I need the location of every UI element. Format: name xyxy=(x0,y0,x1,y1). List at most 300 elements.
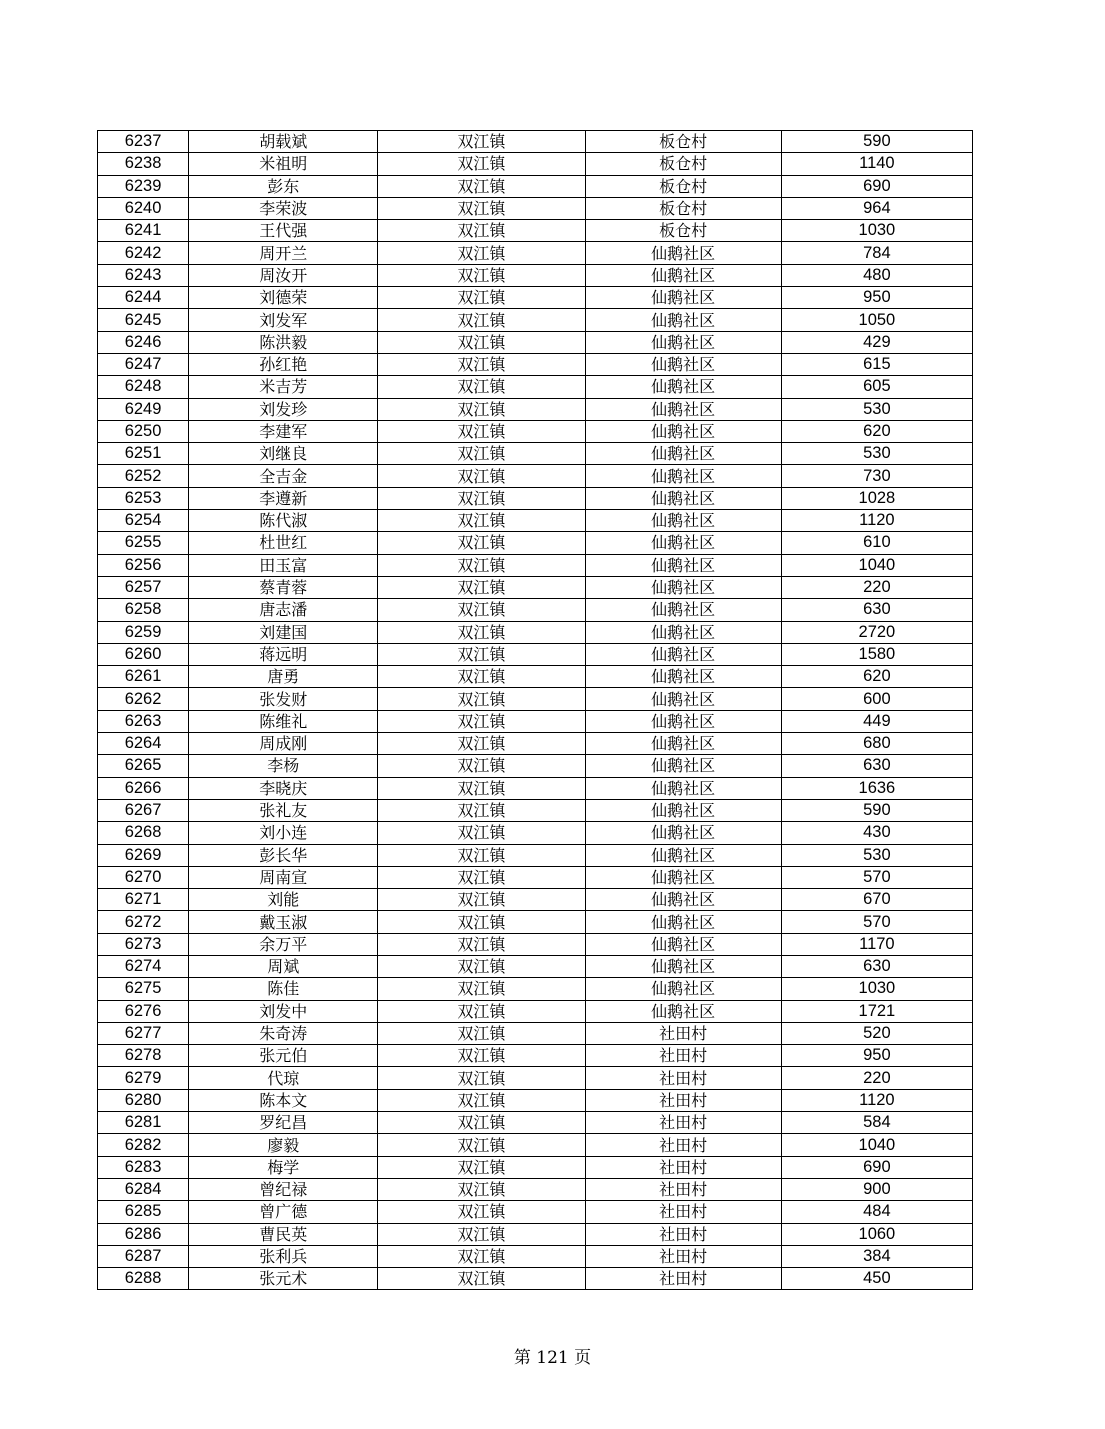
name-cell: 李遵新 xyxy=(189,487,378,509)
town-cell: 双江镇 xyxy=(378,1156,585,1178)
amount-cell: 1028 xyxy=(781,487,972,509)
table-row xyxy=(98,755,973,777)
row-id-cell: 6255 xyxy=(98,532,189,554)
amount-cell: 1040 xyxy=(781,1134,972,1156)
row-id-cell: 6278 xyxy=(98,1045,189,1067)
records-table-body xyxy=(98,131,973,1290)
town-cell: 双江镇 xyxy=(378,443,585,465)
row-id-cell: 6243 xyxy=(98,264,189,286)
table-row xyxy=(98,175,973,197)
name-cell: 米祖明 xyxy=(189,153,378,175)
row-id-cell: 6275 xyxy=(98,978,189,1000)
town-cell: 双江镇 xyxy=(378,197,585,219)
town-cell: 双江镇 xyxy=(378,1134,585,1156)
village-cell: 社田村 xyxy=(585,1067,781,1089)
table-row xyxy=(98,153,973,175)
name-cell: 张发财 xyxy=(189,688,378,710)
amount-cell: 1580 xyxy=(781,643,972,665)
name-cell: 李杨 xyxy=(189,755,378,777)
village-cell: 仙鹅社区 xyxy=(585,510,781,532)
village-cell: 仙鹅社区 xyxy=(585,643,781,665)
amount-cell: 1030 xyxy=(781,978,972,1000)
town-cell: 双江镇 xyxy=(378,153,585,175)
name-cell: 陈代淑 xyxy=(189,510,378,532)
village-cell: 社田村 xyxy=(585,1134,781,1156)
name-cell: 张利兵 xyxy=(189,1245,378,1267)
name-cell: 刘建国 xyxy=(189,621,378,643)
row-id-cell: 6277 xyxy=(98,1022,189,1044)
town-cell: 双江镇 xyxy=(378,955,585,977)
town-cell: 双江镇 xyxy=(378,487,585,509)
row-id-cell: 6258 xyxy=(98,599,189,621)
town-cell: 双江镇 xyxy=(378,933,585,955)
town-cell: 双江镇 xyxy=(378,799,585,821)
village-cell: 仙鹅社区 xyxy=(585,955,781,977)
name-cell: 张礼友 xyxy=(189,799,378,821)
row-id-cell: 6269 xyxy=(98,844,189,866)
row-id-cell: 6276 xyxy=(98,1000,189,1022)
table-row xyxy=(98,822,973,844)
town-cell: 双江镇 xyxy=(378,1112,585,1134)
table-row xyxy=(98,487,973,509)
row-id-cell: 6244 xyxy=(98,287,189,309)
row-id-cell: 6287 xyxy=(98,1245,189,1267)
row-id-cell: 6250 xyxy=(98,420,189,442)
row-id-cell: 6267 xyxy=(98,799,189,821)
row-id-cell: 6237 xyxy=(98,131,189,153)
name-cell: 周斌 xyxy=(189,955,378,977)
town-cell: 双江镇 xyxy=(378,242,585,264)
row-id-cell: 6285 xyxy=(98,1201,189,1223)
name-cell: 张元术 xyxy=(189,1268,378,1290)
table-row xyxy=(98,1201,973,1223)
town-cell: 双江镇 xyxy=(378,1067,585,1089)
village-cell: 仙鹅社区 xyxy=(585,1000,781,1022)
row-id-cell: 6280 xyxy=(98,1089,189,1111)
table-row xyxy=(98,376,973,398)
amount-cell: 220 xyxy=(781,576,972,598)
table-row xyxy=(98,1134,973,1156)
name-cell: 梅学 xyxy=(189,1156,378,1178)
row-id-cell: 6241 xyxy=(98,220,189,242)
village-cell: 社田村 xyxy=(585,1223,781,1245)
amount-cell: 590 xyxy=(781,799,972,821)
village-cell: 仙鹅社区 xyxy=(585,532,781,554)
name-cell: 余万平 xyxy=(189,933,378,955)
table-row xyxy=(98,911,973,933)
amount-cell: 570 xyxy=(781,911,972,933)
row-id-cell: 6273 xyxy=(98,933,189,955)
amount-cell: 615 xyxy=(781,353,972,375)
amount-cell: 484 xyxy=(781,1201,972,1223)
amount-cell: 1140 xyxy=(781,153,972,175)
town-cell: 双江镇 xyxy=(378,510,585,532)
amount-cell: 1120 xyxy=(781,510,972,532)
table-row xyxy=(98,443,973,465)
name-cell: 李荣波 xyxy=(189,197,378,219)
amount-cell: 530 xyxy=(781,844,972,866)
amount-cell: 1721 xyxy=(781,1000,972,1022)
table-row xyxy=(98,978,973,1000)
row-id-cell: 6282 xyxy=(98,1134,189,1156)
amount-cell: 605 xyxy=(781,376,972,398)
town-cell: 双江镇 xyxy=(378,398,585,420)
amount-cell: 900 xyxy=(781,1178,972,1200)
table-row xyxy=(98,1022,973,1044)
table-row xyxy=(98,532,973,554)
amount-cell: 1636 xyxy=(781,777,972,799)
amount-cell: 1030 xyxy=(781,220,972,242)
row-id-cell: 6247 xyxy=(98,353,189,375)
name-cell: 米吉芳 xyxy=(189,376,378,398)
table-row xyxy=(98,621,973,643)
table-row xyxy=(98,1089,973,1111)
name-cell: 代琼 xyxy=(189,1067,378,1089)
village-cell: 板仓村 xyxy=(585,131,781,153)
row-id-cell: 6265 xyxy=(98,755,189,777)
name-cell: 陈佳 xyxy=(189,978,378,1000)
town-cell: 双江镇 xyxy=(378,420,585,442)
town-cell: 双江镇 xyxy=(378,866,585,888)
name-cell: 王代强 xyxy=(189,220,378,242)
village-cell: 仙鹅社区 xyxy=(585,844,781,866)
row-id-cell: 6249 xyxy=(98,398,189,420)
name-cell: 陈维礼 xyxy=(189,710,378,732)
village-cell: 仙鹅社区 xyxy=(585,621,781,643)
row-id-cell: 6279 xyxy=(98,1067,189,1089)
village-cell: 仙鹅社区 xyxy=(585,309,781,331)
town-cell: 双江镇 xyxy=(378,822,585,844)
town-cell: 双江镇 xyxy=(378,755,585,777)
village-cell: 仙鹅社区 xyxy=(585,799,781,821)
table-row xyxy=(98,799,973,821)
name-cell: 戴玉淑 xyxy=(189,911,378,933)
row-id-cell: 6284 xyxy=(98,1178,189,1200)
row-id-cell: 6263 xyxy=(98,710,189,732)
name-cell: 曾纪禄 xyxy=(189,1178,378,1200)
row-id-cell: 6260 xyxy=(98,643,189,665)
name-cell: 曾广德 xyxy=(189,1201,378,1223)
village-cell: 仙鹅社区 xyxy=(585,866,781,888)
table-row xyxy=(98,866,973,888)
town-cell: 双江镇 xyxy=(378,1268,585,1290)
town-cell: 双江镇 xyxy=(378,309,585,331)
village-cell: 仙鹅社区 xyxy=(585,353,781,375)
village-cell: 仙鹅社区 xyxy=(585,933,781,955)
table-row xyxy=(98,554,973,576)
name-cell: 周开兰 xyxy=(189,242,378,264)
table-row xyxy=(98,688,973,710)
amount-cell: 630 xyxy=(781,755,972,777)
village-cell: 仙鹅社区 xyxy=(585,911,781,933)
amount-cell: 950 xyxy=(781,1045,972,1067)
row-id-cell: 6239 xyxy=(98,175,189,197)
name-cell: 彭东 xyxy=(189,175,378,197)
town-cell: 双江镇 xyxy=(378,376,585,398)
name-cell: 孙红艳 xyxy=(189,353,378,375)
table-row xyxy=(98,131,973,153)
table-row xyxy=(98,1178,973,1200)
name-cell: 廖毅 xyxy=(189,1134,378,1156)
table-row xyxy=(98,666,973,688)
village-cell: 仙鹅社区 xyxy=(585,688,781,710)
village-cell: 社田村 xyxy=(585,1245,781,1267)
row-id-cell: 6259 xyxy=(98,621,189,643)
town-cell: 双江镇 xyxy=(378,978,585,1000)
amount-cell: 670 xyxy=(781,889,972,911)
table-row xyxy=(98,1112,973,1134)
name-cell: 胡载斌 xyxy=(189,131,378,153)
table-row xyxy=(98,197,973,219)
town-cell: 双江镇 xyxy=(378,576,585,598)
amount-cell: 1050 xyxy=(781,309,972,331)
amount-cell: 570 xyxy=(781,866,972,888)
town-cell: 双江镇 xyxy=(378,733,585,755)
town-cell: 双江镇 xyxy=(378,621,585,643)
amount-cell: 520 xyxy=(781,1022,972,1044)
town-cell: 双江镇 xyxy=(378,554,585,576)
town-cell: 双江镇 xyxy=(378,1178,585,1200)
town-cell: 双江镇 xyxy=(378,666,585,688)
row-id-cell: 6288 xyxy=(98,1268,189,1290)
town-cell: 双江镇 xyxy=(378,465,585,487)
amount-cell: 680 xyxy=(781,733,972,755)
village-cell: 仙鹅社区 xyxy=(585,331,781,353)
table-row xyxy=(98,599,973,621)
name-cell: 刘发军 xyxy=(189,309,378,331)
table-row xyxy=(98,220,973,242)
village-cell: 社田村 xyxy=(585,1045,781,1067)
village-cell: 仙鹅社区 xyxy=(585,777,781,799)
row-id-cell: 6286 xyxy=(98,1223,189,1245)
village-cell: 社田村 xyxy=(585,1201,781,1223)
town-cell: 双江镇 xyxy=(378,287,585,309)
table-row xyxy=(98,933,973,955)
village-cell: 社田村 xyxy=(585,1268,781,1290)
amount-cell: 590 xyxy=(781,131,972,153)
amount-cell: 784 xyxy=(781,242,972,264)
amount-cell: 1060 xyxy=(781,1223,972,1245)
amount-cell: 2720 xyxy=(781,621,972,643)
row-id-cell: 6271 xyxy=(98,889,189,911)
name-cell: 蒋远明 xyxy=(189,643,378,665)
amount-cell: 384 xyxy=(781,1245,972,1267)
table-row xyxy=(98,353,973,375)
amount-cell: 630 xyxy=(781,955,972,977)
name-cell: 刘继良 xyxy=(189,443,378,465)
village-cell: 仙鹅社区 xyxy=(585,755,781,777)
name-cell: 刘小连 xyxy=(189,822,378,844)
town-cell: 双江镇 xyxy=(378,264,585,286)
town-cell: 双江镇 xyxy=(378,777,585,799)
village-cell: 社田村 xyxy=(585,1112,781,1134)
village-cell: 仙鹅社区 xyxy=(585,822,781,844)
name-cell: 田玉富 xyxy=(189,554,378,576)
village-cell: 仙鹅社区 xyxy=(585,710,781,732)
amount-cell: 449 xyxy=(781,710,972,732)
name-cell: 刘德荣 xyxy=(189,287,378,309)
name-cell: 唐志潘 xyxy=(189,599,378,621)
amount-cell: 620 xyxy=(781,420,972,442)
row-id-cell: 6254 xyxy=(98,510,189,532)
village-cell: 板仓村 xyxy=(585,153,781,175)
town-cell: 双江镇 xyxy=(378,1201,585,1223)
village-cell: 仙鹅社区 xyxy=(585,576,781,598)
row-id-cell: 6281 xyxy=(98,1112,189,1134)
table-row xyxy=(98,1000,973,1022)
table-row xyxy=(98,576,973,598)
amount-cell: 730 xyxy=(781,465,972,487)
amount-cell: 430 xyxy=(781,822,972,844)
row-id-cell: 6283 xyxy=(98,1156,189,1178)
village-cell: 仙鹅社区 xyxy=(585,398,781,420)
name-cell: 唐勇 xyxy=(189,666,378,688)
village-cell: 仙鹅社区 xyxy=(585,376,781,398)
village-cell: 仙鹅社区 xyxy=(585,889,781,911)
row-id-cell: 6245 xyxy=(98,309,189,331)
amount-cell: 480 xyxy=(781,264,972,286)
town-cell: 双江镇 xyxy=(378,911,585,933)
amount-cell: 964 xyxy=(781,197,972,219)
row-id-cell: 6240 xyxy=(98,197,189,219)
amount-cell: 220 xyxy=(781,1067,972,1089)
town-cell: 双江镇 xyxy=(378,331,585,353)
table-row xyxy=(98,309,973,331)
row-id-cell: 6256 xyxy=(98,554,189,576)
name-cell: 陈本文 xyxy=(189,1089,378,1111)
village-cell: 板仓村 xyxy=(585,197,781,219)
town-cell: 双江镇 xyxy=(378,1045,585,1067)
name-cell: 刘能 xyxy=(189,889,378,911)
village-cell: 仙鹅社区 xyxy=(585,465,781,487)
table-row xyxy=(98,420,973,442)
name-cell: 罗纪昌 xyxy=(189,1112,378,1134)
amount-cell: 530 xyxy=(781,443,972,465)
town-cell: 双江镇 xyxy=(378,1245,585,1267)
records-table xyxy=(97,130,973,1290)
name-cell: 陈洪毅 xyxy=(189,331,378,353)
amount-cell: 620 xyxy=(781,666,972,688)
town-cell: 双江镇 xyxy=(378,599,585,621)
row-id-cell: 6252 xyxy=(98,465,189,487)
town-cell: 双江镇 xyxy=(378,643,585,665)
name-cell: 刘发珍 xyxy=(189,398,378,420)
row-id-cell: 6257 xyxy=(98,576,189,598)
town-cell: 双江镇 xyxy=(378,889,585,911)
row-id-cell: 6261 xyxy=(98,666,189,688)
table-row xyxy=(98,733,973,755)
table-row xyxy=(98,331,973,353)
row-id-cell: 6242 xyxy=(98,242,189,264)
village-cell: 社田村 xyxy=(585,1156,781,1178)
amount-cell: 690 xyxy=(781,175,972,197)
village-cell: 社田村 xyxy=(585,1022,781,1044)
row-id-cell: 6274 xyxy=(98,955,189,977)
town-cell: 双江镇 xyxy=(378,688,585,710)
town-cell: 双江镇 xyxy=(378,532,585,554)
table-row xyxy=(98,1223,973,1245)
amount-cell: 584 xyxy=(781,1112,972,1134)
table-row xyxy=(98,1268,973,1290)
name-cell: 周南宣 xyxy=(189,866,378,888)
table-row xyxy=(98,510,973,532)
village-cell: 板仓村 xyxy=(585,175,781,197)
row-id-cell: 6268 xyxy=(98,822,189,844)
table-row xyxy=(98,1156,973,1178)
table-row xyxy=(98,398,973,420)
amount-cell: 429 xyxy=(781,331,972,353)
village-cell: 仙鹅社区 xyxy=(585,287,781,309)
amount-cell: 1040 xyxy=(781,554,972,576)
row-id-cell: 6272 xyxy=(98,911,189,933)
name-cell: 彭长华 xyxy=(189,844,378,866)
table-row xyxy=(98,777,973,799)
row-id-cell: 6238 xyxy=(98,153,189,175)
row-id-cell: 6253 xyxy=(98,487,189,509)
row-id-cell: 6246 xyxy=(98,331,189,353)
amount-cell: 450 xyxy=(781,1268,972,1290)
village-cell: 仙鹅社区 xyxy=(585,264,781,286)
table-row xyxy=(98,710,973,732)
village-cell: 仙鹅社区 xyxy=(585,420,781,442)
table-row xyxy=(98,1067,973,1089)
amount-cell: 950 xyxy=(781,287,972,309)
name-cell: 曹民英 xyxy=(189,1223,378,1245)
amount-cell: 600 xyxy=(781,688,972,710)
table-row xyxy=(98,287,973,309)
town-cell: 双江镇 xyxy=(378,844,585,866)
village-cell: 社田村 xyxy=(585,1089,781,1111)
town-cell: 双江镇 xyxy=(378,1089,585,1111)
name-cell: 周成刚 xyxy=(189,733,378,755)
table-row xyxy=(98,643,973,665)
town-cell: 双江镇 xyxy=(378,1022,585,1044)
row-id-cell: 6264 xyxy=(98,733,189,755)
village-cell: 仙鹅社区 xyxy=(585,599,781,621)
table-row xyxy=(98,1245,973,1267)
table-row xyxy=(98,844,973,866)
town-cell: 双江镇 xyxy=(378,220,585,242)
village-cell: 仙鹅社区 xyxy=(585,443,781,465)
row-id-cell: 6248 xyxy=(98,376,189,398)
name-cell: 李晓庆 xyxy=(189,777,378,799)
town-cell: 双江镇 xyxy=(378,175,585,197)
village-cell: 仙鹅社区 xyxy=(585,242,781,264)
row-id-cell: 6270 xyxy=(98,866,189,888)
amount-cell: 630 xyxy=(781,599,972,621)
amount-cell: 530 xyxy=(781,398,972,420)
town-cell: 双江镇 xyxy=(378,131,585,153)
town-cell: 双江镇 xyxy=(378,1223,585,1245)
village-cell: 仙鹅社区 xyxy=(585,487,781,509)
amount-cell: 690 xyxy=(781,1156,972,1178)
row-id-cell: 6251 xyxy=(98,443,189,465)
table-row xyxy=(98,889,973,911)
village-cell: 仙鹅社区 xyxy=(585,978,781,1000)
town-cell: 双江镇 xyxy=(378,353,585,375)
amount-cell: 1120 xyxy=(781,1089,972,1111)
table-row xyxy=(98,242,973,264)
row-id-cell: 6262 xyxy=(98,688,189,710)
table-row xyxy=(98,465,973,487)
name-cell: 蔡青蓉 xyxy=(189,576,378,598)
name-cell: 刘发中 xyxy=(189,1000,378,1022)
name-cell: 朱奇涛 xyxy=(189,1022,378,1044)
name-cell: 李建军 xyxy=(189,420,378,442)
town-cell: 双江镇 xyxy=(378,1000,585,1022)
village-cell: 社田村 xyxy=(585,1178,781,1200)
row-id-cell: 6266 xyxy=(98,777,189,799)
